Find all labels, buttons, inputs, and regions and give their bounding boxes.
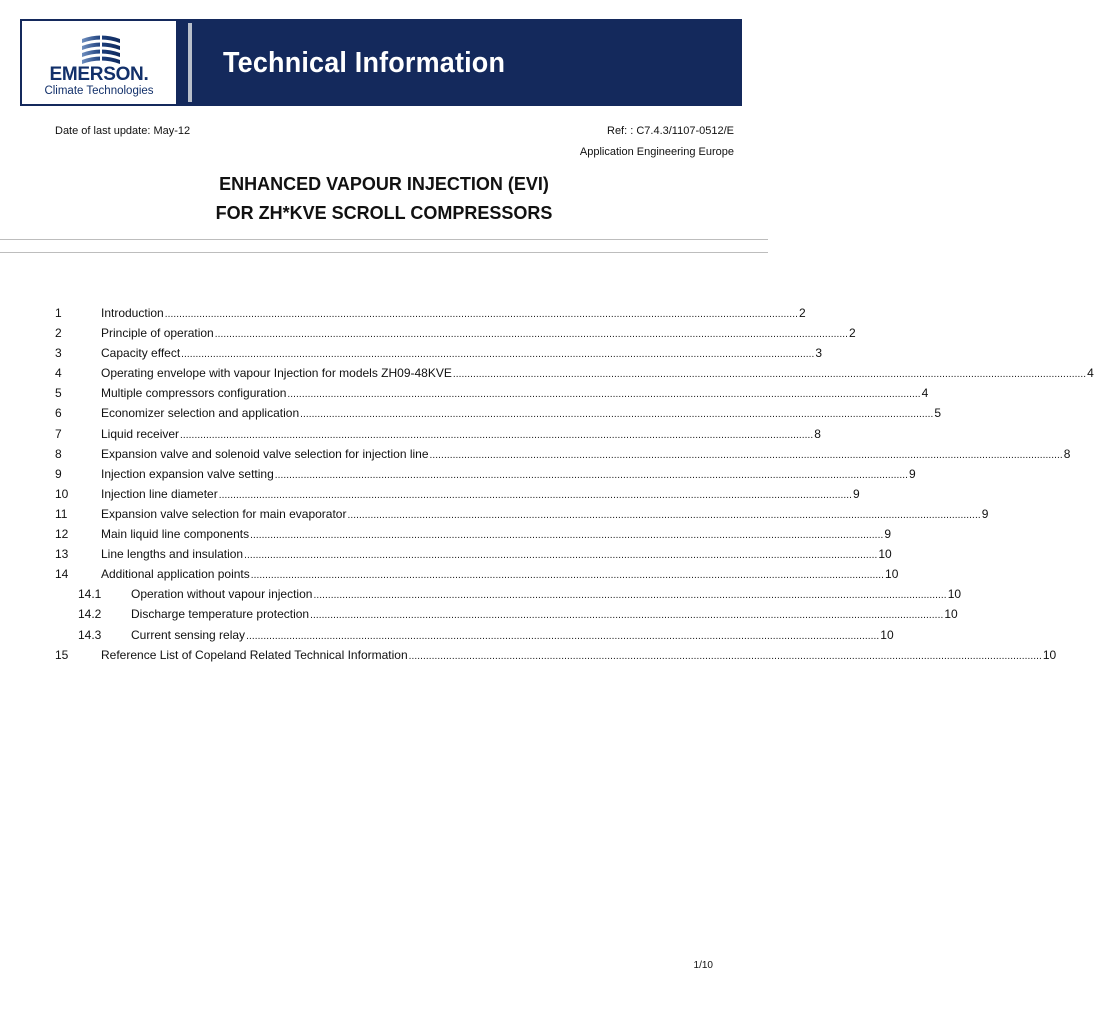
toc-leader: ............................................................................................................................................................................................................................ [313, 590, 947, 602]
divider-rule [0, 239, 768, 240]
toc-entry[interactable] [55, 405, 942, 425]
toc-leader: ............................................................................................................................................................................................................................ [300, 409, 934, 421]
toc-number: 5 [55, 386, 62, 401]
toc-leader: ............................................................................................................................................................................................................................ [452, 369, 1087, 381]
toc-number: 14.3 [78, 627, 102, 642]
toc-subentry[interactable] [55, 606, 958, 626]
toc-page: 2 [848, 326, 856, 341]
toc-title: Current sensing relay [131, 627, 246, 642]
toc-leader: ............................................................................................................................................................................................................................ [246, 630, 880, 642]
toc-title: Additional application points [101, 567, 250, 582]
toc-leader: ............................................................................................................................................................................................................................ [310, 610, 944, 622]
toc-title: Expansion valve and solenoid valve selection for injection line [101, 446, 429, 461]
toc-number: 2 [55, 326, 62, 341]
header-divider [188, 23, 192, 102]
toc-page: 9 [909, 466, 916, 481]
toc-leader: ............................................................................................................................................................................................................................ [244, 550, 878, 562]
toc-title: Operating envelope with vapour Injection for models ZH09-48KVE [101, 366, 452, 381]
toc-title: Operation without vapour injection [131, 587, 313, 602]
toc-leader: ............................................................................................................................................................................................................................ [250, 570, 885, 582]
toc-leader: ............................................................................................................................................................................................................................ [429, 449, 1063, 461]
toc-leader: ............................................................................................................................................................................................................................ [214, 329, 848, 341]
toc-number: 11 [55, 506, 68, 521]
toc-leader: ............................................................................................................................................................................................................................ [408, 650, 1042, 662]
toc-title: Expansion valve selection for main evaporator [101, 506, 347, 521]
toc-leader: ............................................................................................................................................................................................................................ [164, 309, 798, 320]
toc-entry[interactable] [55, 305, 806, 325]
toc-page: 4 [1087, 366, 1094, 381]
toc-number: 4 [55, 366, 62, 381]
toc-title: Main liquid line components [101, 527, 250, 542]
toc-leader: ............................................................................................................................................................................................................................ [287, 389, 921, 401]
company-logo [22, 21, 176, 104]
toc-number: 9 [55, 466, 62, 481]
toc-entry[interactable] [55, 647, 1057, 667]
toc-page: 5 [934, 406, 942, 421]
toc-entry[interactable] [55, 345, 823, 365]
toc-title: Capacity effect [101, 346, 181, 361]
toc-entry[interactable] [55, 546, 892, 566]
toc-entry[interactable] [55, 365, 1094, 385]
toc-number: 10 [55, 486, 69, 501]
toc-subentry[interactable] [55, 586, 962, 606]
toc-leader: ............................................................................................................................................................................................................................ [180, 429, 814, 441]
toc-number: 12 [55, 527, 69, 542]
toc-number: 1 [55, 306, 62, 320]
toc-number: 14.2 [78, 607, 102, 622]
toc-title: Introduction [101, 306, 164, 320]
toc-page: 9 [852, 486, 860, 501]
divider-rule [0, 252, 768, 253]
toc-leader: ............................................................................................................................................................................................................................ [181, 349, 815, 361]
toc-page: 3 [815, 346, 823, 361]
header-band [20, 19, 742, 106]
toc-title: Line lengths and insulation [101, 547, 244, 562]
toc-entry[interactable] [55, 506, 989, 526]
toc-leader: ............................................................................................................................................................................................................................ [250, 530, 884, 542]
toc-page: 10 [1042, 647, 1057, 662]
toc-page: 2 [798, 306, 806, 320]
header-title: Technical Information [223, 47, 506, 79]
toc-title: Reference List of Copeland Related Technical Information [101, 647, 408, 662]
logo-subtitle: Climate Technologies [44, 85, 154, 97]
table-of-contents [55, 305, 1094, 667]
toc-leader: ............................................................................................................................................................................................................................ [218, 489, 852, 501]
toc-entry[interactable] [55, 566, 899, 586]
toc-number: 3 [55, 346, 62, 361]
toc-title: Discharge temperature protection [131, 607, 310, 622]
department-label: Application Engineering Europe [579, 146, 734, 158]
logo-wordmark: EMERSON. [49, 64, 149, 85]
toc-number: 13 [55, 547, 69, 562]
toc-subentry[interactable] [55, 627, 894, 647]
toc-number: 14.1 [78, 587, 102, 602]
toc-entry[interactable] [55, 526, 892, 546]
toc-entry[interactable] [55, 486, 860, 506]
toc-number: 14 [55, 567, 69, 582]
document-title-line2: FOR ZH*KVE SCROLL COMPRESSORS [215, 203, 553, 223]
toc-title: Liquid receiver [101, 426, 180, 441]
toc-page: 8 [1063, 446, 1071, 461]
toc-title: Principle of operation [101, 326, 214, 341]
toc-title: Economizer selection and application [101, 406, 300, 421]
toc-leader: ............................................................................................................................................................................................................................ [274, 469, 909, 481]
last-update-date: Date of last update: May-12 [55, 125, 191, 137]
document-reference: Ref: : C7.4.3/1107-0512/E [607, 125, 734, 137]
toc-title: Injection expansion valve setting [101, 466, 274, 481]
toc-page: 9 [884, 527, 892, 542]
toc-page: 10 [880, 627, 894, 642]
toc-number: 6 [55, 406, 62, 421]
toc-page: 8 [814, 426, 821, 441]
toc-entry[interactable] [55, 466, 916, 486]
toc-entry[interactable] [55, 446, 1071, 466]
toc-page: 10 [944, 607, 958, 622]
toc-page: 10 [947, 587, 962, 602]
toc-leader: ............................................................................................................................................................................................................................ [347, 509, 981, 521]
toc-page: 9 [981, 506, 989, 521]
toc-number: 7 [55, 426, 62, 441]
toc-entry[interactable] [55, 385, 929, 405]
toc-number: 8 [55, 446, 62, 461]
toc-title: Multiple compressors configuration [101, 386, 287, 401]
page-number: 1/10 [693, 960, 713, 971]
document-title-line1: ENHANCED VAPOUR INJECTION (EVI) [219, 174, 549, 194]
toc-entry[interactable] [55, 426, 821, 446]
toc-number: 15 [55, 647, 69, 662]
toc-page: 10 [878, 547, 892, 562]
toc-entry[interactable] [55, 325, 856, 345]
toc-page: 4 [921, 386, 929, 401]
toc-title: Injection line diameter [101, 486, 218, 501]
toc-page: 10 [885, 567, 899, 582]
